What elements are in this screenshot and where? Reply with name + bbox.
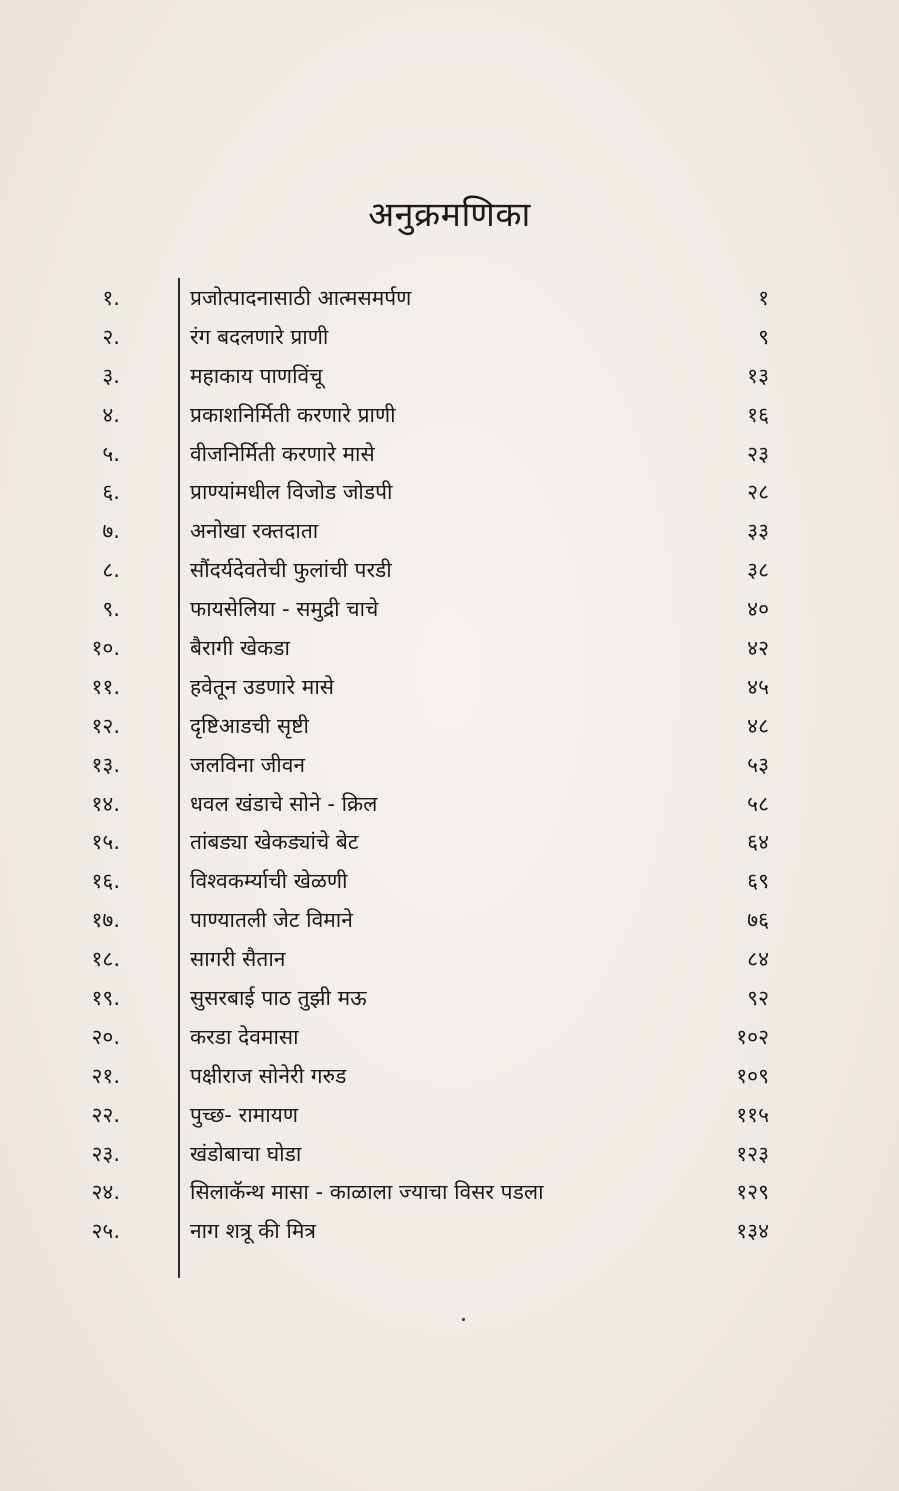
toc-row bbox=[0, 278, 899, 317]
toc-row bbox=[0, 939, 899, 978]
chapter-title: धवल खंडाचे सोने - क्रिल bbox=[190, 791, 378, 816]
chapter-title: तांबड्या खेकड्यांचे बेट bbox=[190, 830, 359, 855]
toc-row bbox=[0, 1134, 899, 1173]
chapter-number: १५. bbox=[91, 830, 120, 855]
chapter-number: ३. bbox=[102, 363, 120, 388]
chapter-number: ४. bbox=[102, 402, 120, 427]
chapter-page-number: ३८ bbox=[747, 558, 769, 583]
chapter-page-number: २८ bbox=[747, 480, 769, 505]
toc-row bbox=[0, 706, 899, 745]
chapter-number: १०. bbox=[91, 636, 120, 661]
chapter-title: खंडोबाचा घोडा bbox=[190, 1141, 302, 1166]
toc-row bbox=[0, 589, 899, 628]
toc-row bbox=[0, 434, 899, 473]
chapter-number: ६. bbox=[102, 480, 120, 505]
toc-row bbox=[0, 628, 899, 667]
toc-row bbox=[0, 356, 899, 395]
chapter-title: बैरागी खेकडा bbox=[190, 636, 290, 661]
toc-row bbox=[0, 1172, 899, 1211]
chapter-number: १. bbox=[102, 286, 120, 310]
toc-row bbox=[0, 511, 899, 550]
chapter-page-number: ७६ bbox=[747, 908, 769, 933]
page-mark bbox=[462, 1318, 465, 1321]
chapter-page-number: ९ bbox=[758, 324, 769, 349]
chapter-title: सिलाकॅन्थ मासा - काळाला ज्याचा विसर पडला bbox=[190, 1180, 544, 1205]
chapter-page-number: ६९ bbox=[747, 869, 769, 894]
chapter-title: पुच्छ- रामायण bbox=[190, 1102, 299, 1127]
chapter-title: हवेतून उडणारे मासे bbox=[190, 674, 334, 699]
chapter-title: महाकाय पाणविंचू bbox=[190, 363, 323, 388]
chapter-title: प्रकाशनिर्मिती करणारे प्राणी bbox=[190, 402, 396, 427]
chapter-page-number: १२९ bbox=[736, 1180, 769, 1205]
chapter-number: २१. bbox=[91, 1063, 120, 1088]
chapter-page-number: ११५ bbox=[736, 1102, 769, 1127]
chapter-page-number: ५८ bbox=[747, 791, 769, 816]
chapter-number: १८. bbox=[91, 947, 120, 972]
chapter-page-number: १ bbox=[758, 286, 769, 310]
chapter-page-number: ४८ bbox=[747, 713, 769, 738]
chapter-page-number: १६ bbox=[747, 402, 769, 427]
chapter-page-number: ९२ bbox=[747, 986, 769, 1011]
toc-row bbox=[0, 1017, 899, 1056]
chapter-title: सुसरबाई पाठ तुझी मऊ bbox=[190, 986, 367, 1011]
toc-row bbox=[0, 822, 899, 861]
chapter-page-number: १३ bbox=[747, 363, 769, 388]
toc-row bbox=[0, 1211, 899, 1250]
chapter-number: ९. bbox=[102, 597, 120, 622]
chapter-title: पाण्यातली जेट विमाने bbox=[190, 908, 353, 933]
chapter-title: विश्वकर्म्याची खेळणी bbox=[190, 869, 348, 894]
chapter-title: अनोखा रक्तदाता bbox=[190, 519, 319, 544]
chapter-number: ७. bbox=[102, 519, 120, 544]
toc-row bbox=[0, 395, 899, 434]
chapter-number: २. bbox=[102, 324, 120, 349]
chapter-number: १६. bbox=[91, 869, 120, 894]
chapter-number: ११. bbox=[91, 674, 120, 699]
chapter-page-number: २३ bbox=[747, 441, 769, 466]
chapter-title: सागरी सैतान bbox=[190, 947, 286, 972]
chapter-title: वीजनिर्मिती करणारे मासे bbox=[190, 441, 375, 466]
chapter-page-number: ८४ bbox=[747, 947, 769, 972]
chapter-page-number: ४० bbox=[747, 597, 769, 622]
toc-row bbox=[0, 472, 899, 511]
page-title: अनुक्रमणिका bbox=[368, 195, 531, 235]
chapter-number: १९. bbox=[91, 986, 120, 1011]
table-of-contents bbox=[0, 278, 899, 1250]
chapter-title: सौंदर्यदेवतेची फुलांची परडी bbox=[190, 558, 392, 583]
toc-row bbox=[0, 784, 899, 823]
chapter-title: फायसेलिया - समुद्री चाचे bbox=[190, 597, 379, 622]
chapter-number: २२. bbox=[91, 1102, 120, 1127]
chapter-number: १७. bbox=[91, 908, 120, 933]
chapter-title: रंग बदलणारे प्राणी bbox=[190, 324, 329, 349]
chapter-page-number: १२३ bbox=[736, 1141, 769, 1166]
toc-row bbox=[0, 978, 899, 1017]
toc-row bbox=[0, 1056, 899, 1095]
toc-row bbox=[0, 745, 899, 784]
chapter-title: पक्षीराज सोनेरी गरुड bbox=[190, 1063, 347, 1088]
chapter-number: ५. bbox=[102, 441, 120, 466]
toc-row bbox=[0, 861, 899, 900]
chapter-title: नाग शत्रू की मित्र bbox=[190, 1219, 316, 1244]
chapter-page-number: ४२ bbox=[747, 636, 769, 661]
chapter-title: प्राण्यांमधील विजोड जोडपी bbox=[190, 480, 393, 505]
chapter-number: ८. bbox=[102, 558, 120, 583]
chapter-number: २०. bbox=[91, 1024, 120, 1049]
chapter-number: १३. bbox=[91, 752, 120, 777]
chapter-title: दृष्टिआडची सृष्टी bbox=[190, 713, 309, 738]
toc-row bbox=[0, 667, 899, 706]
chapter-page-number: ४५ bbox=[747, 674, 769, 699]
chapter-page-number: ३३ bbox=[747, 519, 769, 544]
chapter-page-number: ५३ bbox=[747, 752, 769, 777]
toc-row bbox=[0, 1095, 899, 1134]
chapter-title: करडा देवमासा bbox=[190, 1024, 299, 1049]
toc-row bbox=[0, 550, 899, 589]
toc-row bbox=[0, 317, 899, 356]
chapter-number: २४. bbox=[91, 1180, 120, 1205]
chapter-number: १२. bbox=[91, 713, 120, 738]
chapter-title: जलविना जीवन bbox=[190, 752, 306, 777]
toc-row bbox=[0, 900, 899, 939]
chapter-page-number: १०९ bbox=[736, 1063, 769, 1088]
chapter-page-number: ६४ bbox=[747, 830, 769, 855]
chapter-title: प्रजोत्पादनासाठी आत्मसमर्पण bbox=[190, 286, 412, 310]
chapter-number: १४. bbox=[91, 791, 120, 816]
chapter-number: २३. bbox=[91, 1141, 120, 1166]
chapter-page-number: १३४ bbox=[736, 1219, 769, 1244]
chapter-page-number: १०२ bbox=[736, 1024, 769, 1049]
chapter-number: २५. bbox=[91, 1219, 120, 1244]
